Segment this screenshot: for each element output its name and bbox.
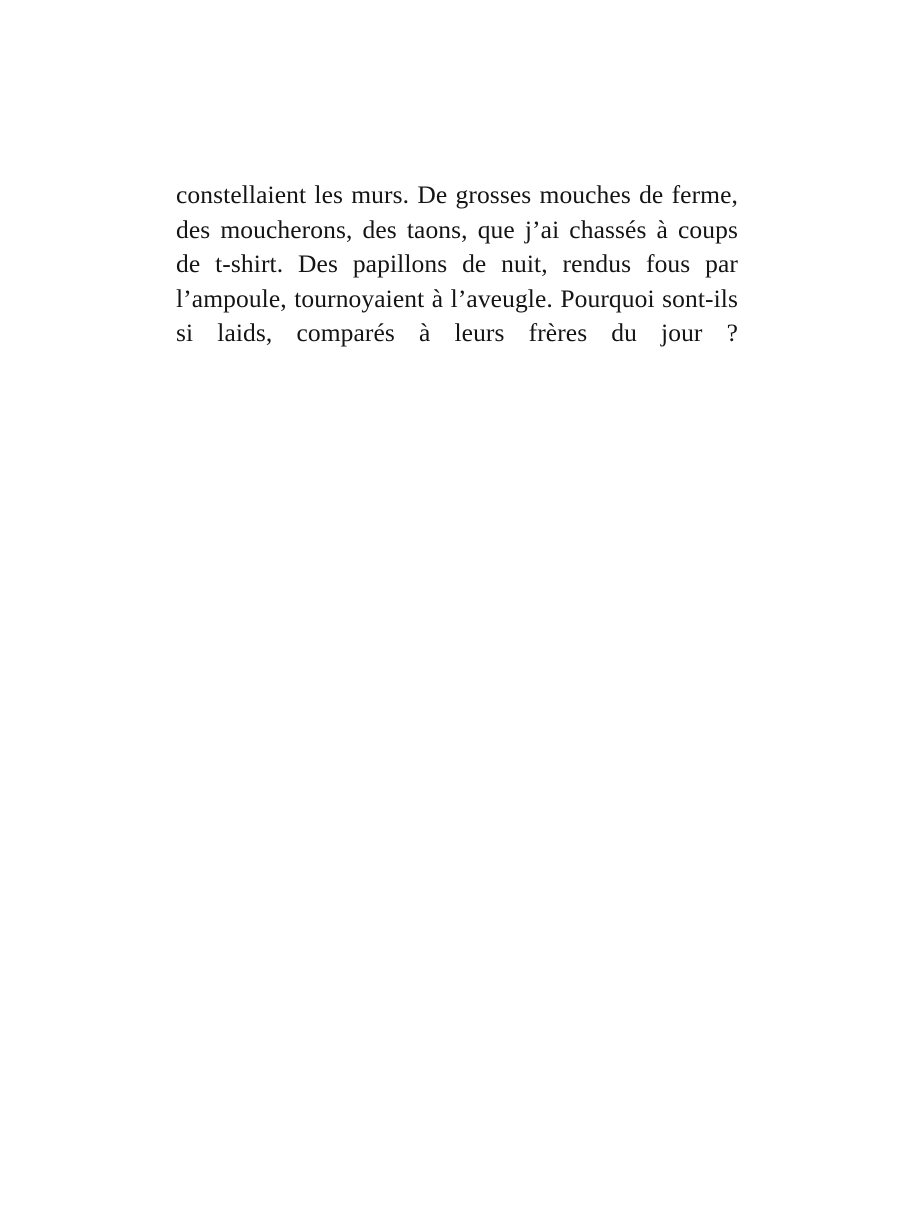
body-text-block [176, 178, 738, 385]
paragraph-text: constellaient les murs. De grosses mouches de ferme, des moucherons, des taons, que j’ai chassés à coups de t-shirt. Des papillons de nuit, rendus fous par l’ampoule, tournoyaient à l’aveugle. Pourquoi sont-ils si laids, comparés à leurs frères du jour ? [176, 180, 738, 347]
